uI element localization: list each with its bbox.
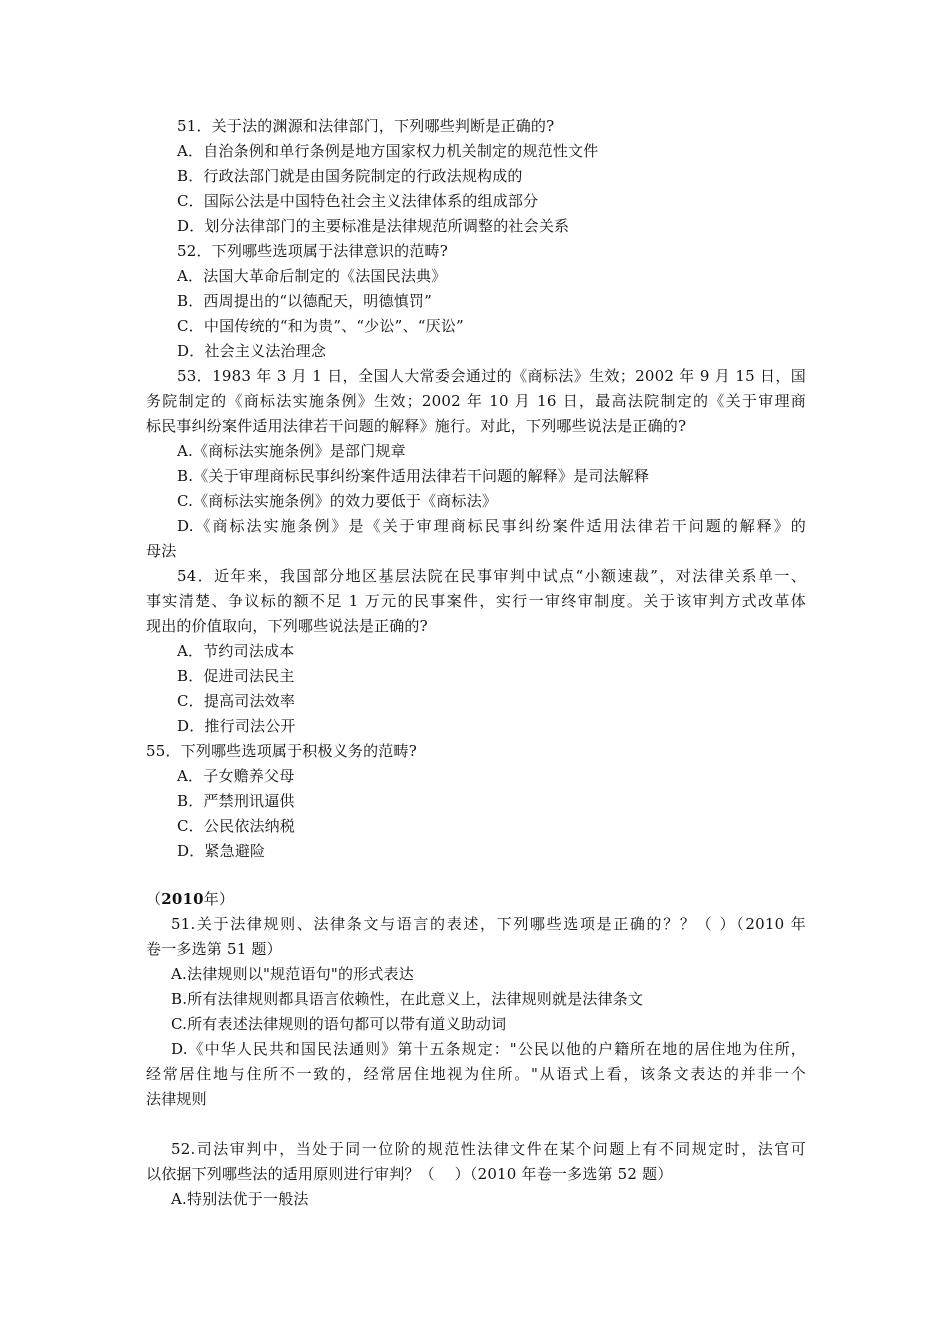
q51-option-c: C．国际公法是中国特色社会主义法律体系的组成部分 [177,192,539,210]
year-heading-year: 2010 [161,890,204,908]
q55-option-b: B．严禁刑讯逼供 [177,792,295,810]
q54-option-a: A．节约司法成本 [177,642,295,660]
q51-option-d: D．划分法律部门的主要标准是法律规范所调整的社会关系 [177,217,570,235]
q55-option-c: C．公民依法纳税 [177,817,296,835]
y2010-q52-stem-line-1: 52.司法审判中，当处于同一位阶的规范性法律文件在某个问题上有不同规定时，法官可 [171,1140,806,1158]
q51-option-a: A．自治条例和单行条例是地方国家权力机关制定的规范性文件 [177,142,599,160]
q53-option-a: A.《商标法实施条例》是部门规章 [177,442,406,460]
q55-option-a: A．子女赡养父母 [177,767,295,785]
q54-option-d: D．推行司法公开 [177,717,296,735]
q55-stem: 55．下列哪些选项属于积极义务的范畴? [146,742,417,760]
y2010-q51-stem-line-2: 卷一多选第 51 题） [146,940,282,958]
q54-stem-line-3: 现出的价值取向，下列哪些说法是正确的? [146,617,428,635]
y2010-q52-stem-line-2: 以依据下列哪些法的适用原则进行审判？（ ）（2010 年卷一多选第 52 题） [146,1165,673,1183]
y2010-q51-option-d-line-3: 法律规则 [146,1090,207,1108]
y2010-q52-option-a: A.特别法优于一般法 [171,1190,309,1208]
q53-stem-line-2: 务院制定的《商标法实施条例》生效；2002 年 10 月 16 日，最高法院制定的《关于审理商 [146,392,806,410]
q52-option-b: B．西周提出的“以德配天，明德慎罚” [177,292,432,310]
q53-option-b: B.《关于审理商标民事纠纷案件适用法律若干问题的解释》是司法解释 [177,467,650,485]
q52-stem: 52．下列哪些选项属于法律意识的范畴? [177,242,448,260]
q51-option-b: B．行政法部门就是由国务院制定的行政法规构成的 [177,167,523,185]
q53-option-d-line-2: 母法 [146,542,177,560]
q53-stem-line-1: 53．1983 年 3 月 1 日，全国人大常委会通过的《商标法》生效；2002 年 9 月 15 日，国 [177,367,806,385]
y2010-q51-option-b: B.所有法律规则都具语言依赖性，在此意义上，法律规则就是法律条文 [171,990,644,1008]
y2010-q51-option-a: A.法律规则以"规范语句"的形式表达 [171,965,415,983]
q52-option-d: D．社会主义法治理念 [177,342,327,360]
q54-option-b: B．促进司法民主 [177,667,295,685]
q54-option-c: C．提高司法效率 [177,692,296,710]
q51-stem: 51．关于法的渊源和法律部门，下列哪些判断是正确的? [177,117,555,135]
q54-stem-line-2: 事实清楚、争议标的额不足 1 万元的民事案件，实行一审终审制度。关于该审判方式改革体 [146,592,806,610]
q53-option-d-line-1: D.《商标法实施条例》是《关于审理商标民事纠纷案件适用法律若干问题的解释》的 [177,517,806,535]
q53-stem-line-3: 标民事纠纷案件适用法律若干问题的解释》施行。对此，下列哪些说法是正确的? [146,417,687,435]
year-heading [146,889,234,909]
y2010-q51-option-d-line-1: D.《中华人民共和国民法通则》第十五条规定："公民以他的户籍所在地的居住地为住所， [171,1040,806,1058]
y2010-q51-stem-line-1: 51.关于法律规则、法律条文与语言的表述，下列哪些选项是正确的？？（ ）（2010 年 [171,915,806,933]
q55-option-d: D．紧急避险 [177,842,266,860]
q52-option-c: C．中国传统的“和为贵”、“少讼”、“厌讼” [177,317,464,335]
y2010-q51-option-d-line-2: 经常居住地与住所不一致的，经常居住地视为住所。"从语式上看，该条文表达的并非一个 [146,1065,806,1083]
year-heading-close: 年） [203,890,235,908]
year-heading-open: （ [146,890,162,908]
q52-option-a: A．法国大革命后制定的《法国民法典》 [177,267,447,285]
y2010-q51-option-c: C.所有表述法律规则的语句都可以带有道义助动词 [171,1015,507,1033]
q53-option-c: C.《商标法实施条例》的效力要低于《商标法》 [177,492,498,510]
q54-stem-line-1: 54．近年来，我国部分地区基层法院在民事审判中试点“小额速裁”，对法律关系单一、 [177,567,806,585]
